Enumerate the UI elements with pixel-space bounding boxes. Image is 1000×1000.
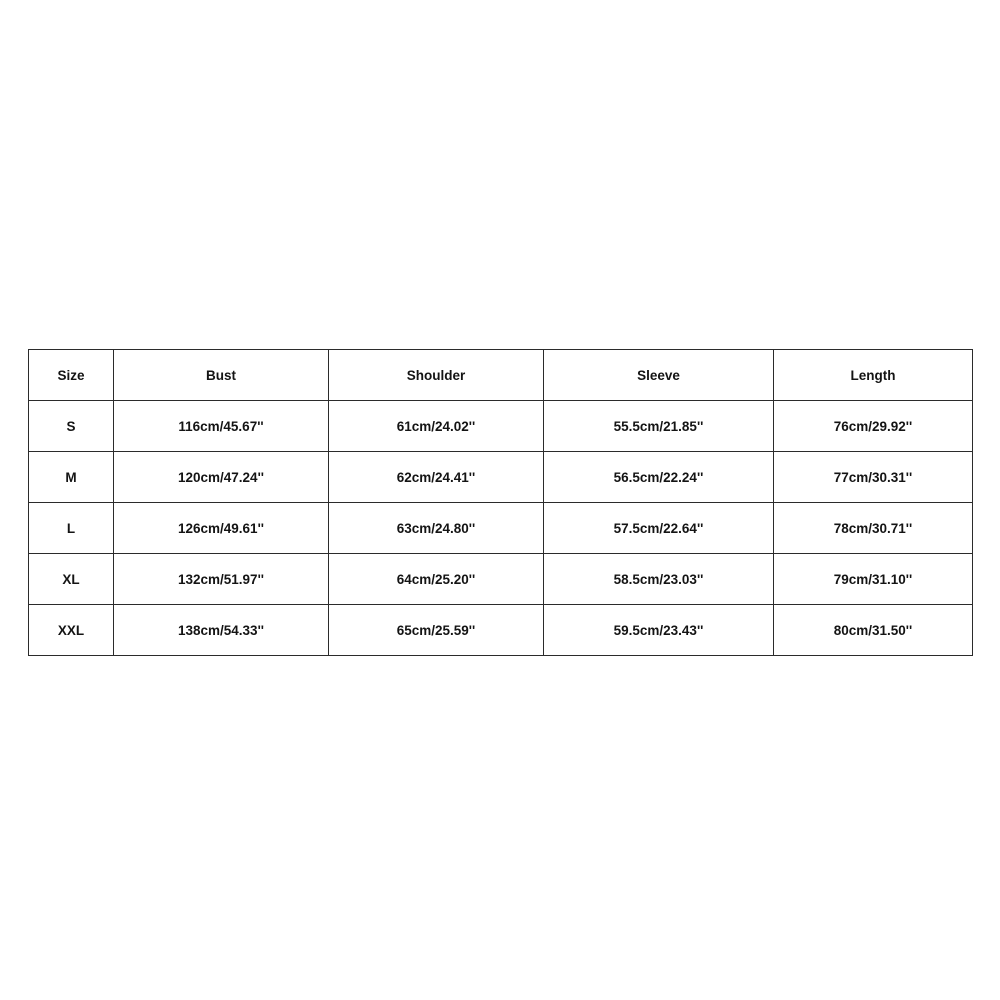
column-header-bust: Bust — [114, 350, 329, 401]
cell-sleeve: 59.5cm/23.43'' — [544, 605, 774, 656]
column-header-size: Size — [29, 350, 114, 401]
cell-size: M — [29, 452, 114, 503]
cell-bust: 132cm/51.97'' — [114, 554, 329, 605]
cell-bust: 120cm/47.24'' — [114, 452, 329, 503]
cell-shoulder: 64cm/25.20'' — [329, 554, 544, 605]
cell-shoulder: 65cm/25.59'' — [329, 605, 544, 656]
column-header-sleeve: Sleeve — [544, 350, 774, 401]
cell-size: S — [29, 401, 114, 452]
cell-length: 80cm/31.50'' — [774, 605, 973, 656]
cell-shoulder: 61cm/24.02'' — [329, 401, 544, 452]
table-row — [29, 605, 973, 656]
table-row — [29, 401, 973, 452]
cell-length: 77cm/30.31'' — [774, 452, 973, 503]
table-header — [29, 350, 973, 401]
table-row — [29, 503, 973, 554]
size-chart-container — [28, 349, 972, 656]
table-row — [29, 554, 973, 605]
cell-sleeve: 58.5cm/23.03'' — [544, 554, 774, 605]
cell-size: XXL — [29, 605, 114, 656]
column-header-shoulder: Shoulder — [329, 350, 544, 401]
cell-sleeve: 55.5cm/21.85'' — [544, 401, 774, 452]
cell-bust: 116cm/45.67'' — [114, 401, 329, 452]
cell-bust: 138cm/54.33'' — [114, 605, 329, 656]
cell-length: 79cm/31.10'' — [774, 554, 973, 605]
table-header-row — [29, 350, 973, 401]
column-header-length: Length — [774, 350, 973, 401]
cell-length: 76cm/29.92'' — [774, 401, 973, 452]
cell-sleeve: 56.5cm/22.24'' — [544, 452, 774, 503]
table-row — [29, 452, 973, 503]
size-chart-table — [28, 349, 973, 656]
cell-size: L — [29, 503, 114, 554]
cell-shoulder: 62cm/24.41'' — [329, 452, 544, 503]
cell-size: XL — [29, 554, 114, 605]
cell-sleeve: 57.5cm/22.64'' — [544, 503, 774, 554]
cell-bust: 126cm/49.61'' — [114, 503, 329, 554]
table-body — [29, 401, 973, 656]
cell-shoulder: 63cm/24.80'' — [329, 503, 544, 554]
cell-length: 78cm/30.71'' — [774, 503, 973, 554]
